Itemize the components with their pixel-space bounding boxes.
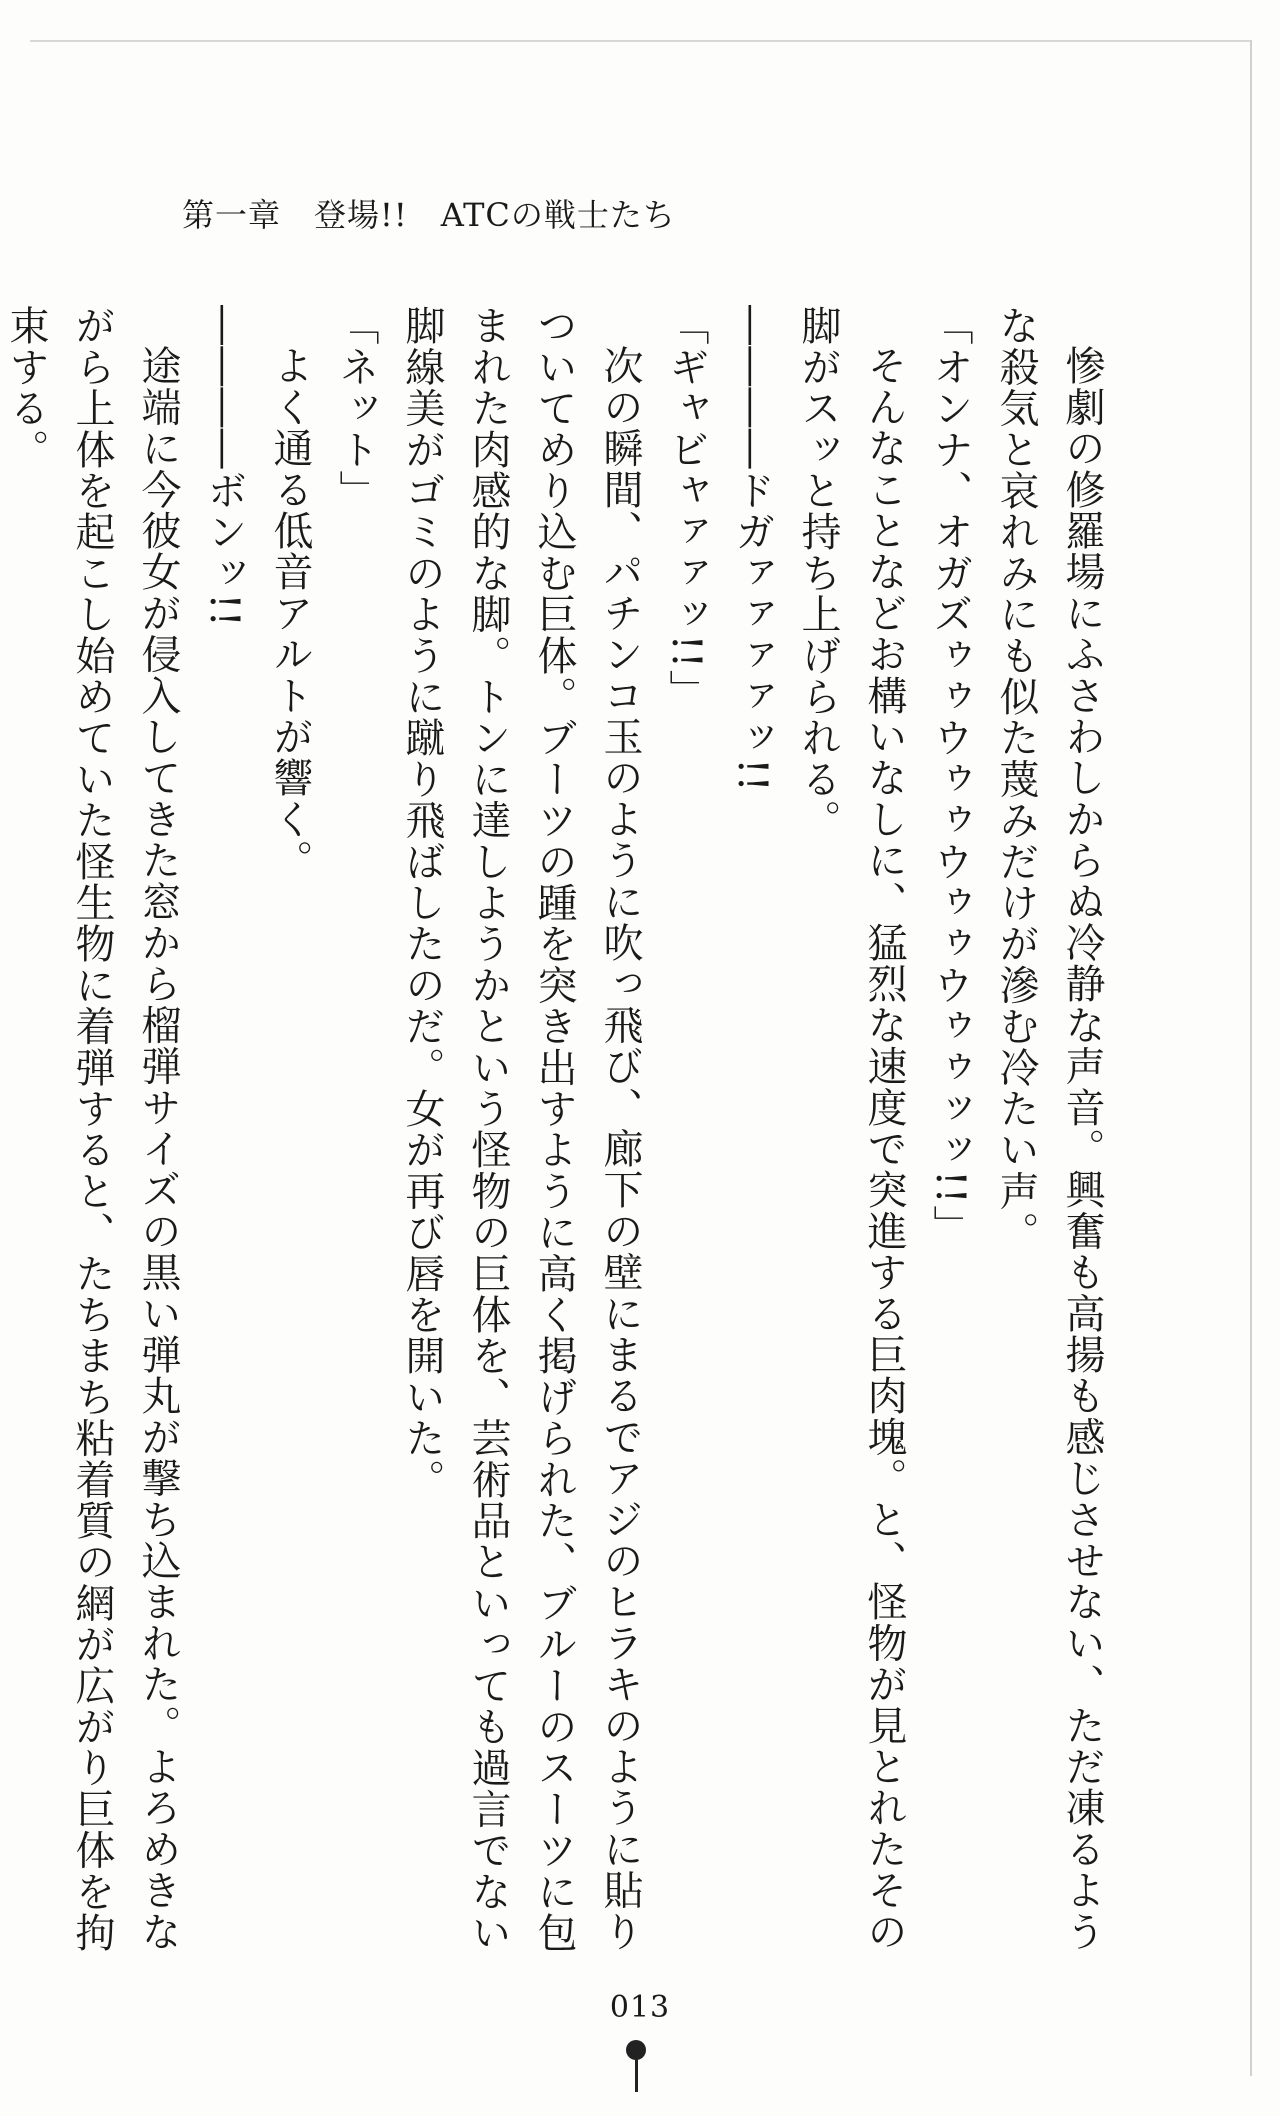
- paragraph: そんなことなどお構いなしに、猛烈な速度で突進する巨肉塊。と、怪物が見とれたその脚がスッと持ち上げられる。: [795, 305, 907, 1952]
- sound-effect-line: ――――ドガァァァァッ!!: [729, 305, 775, 793]
- page-edge-top: [30, 40, 1250, 42]
- vertical-body-text: [3, 305, 1115, 1960]
- paragraph: よく通る低音アルトが響く。: [267, 345, 313, 881]
- paragraph: 次の瞬間、パチンコ玉のように吹っ飛び、廊下の壁にまるでアジのヒラキのように貼りついてめり込む巨体。ブーツの踵を突き出すように高く掲げられた、ブルーのスーツに包まれた肉感的な脚。トンに達しようかという怪物の巨体を、芸術品といっても過言でない脚線美がゴミのように蹴り飛ばしたのだ。女が再び唇を開いた。: [399, 305, 643, 1953]
- page-edge-right: [1250, 40, 1252, 2076]
- paragraph: 惨劇の修羅場にふさわしからぬ冷静な声音。興奮も高揚も感じさせない、ただ凍るような殺気と哀れみにも似た蔑みだけが滲む冷たい声。: [993, 305, 1105, 1952]
- dialogue-line: 「オンナ、オガズゥゥウゥゥウゥゥウゥゥッッ!!」: [927, 305, 973, 1246]
- sound-effect-line: ――――ボンッ!!: [201, 305, 247, 628]
- thumb-index-marker-stem: [635, 2056, 638, 2092]
- paragraph: 途端に今彼女が侵入してきた窓から榴弾サイズの黒い弾丸が撃ち込まれた。よろめきながら上体を起こし始めていた怪生物に着弾すると、たちまち粘着質の網が広がり巨体を拘束する。: [3, 305, 181, 1953]
- running-header: 第一章 登場!! ATCの戦士たち: [182, 196, 676, 234]
- dialogue-line: 「ネット」: [333, 305, 379, 511]
- dialogue-line: 「ギャビャァァッ!!」: [663, 305, 709, 711]
- page-number: 013: [609, 1990, 671, 2025]
